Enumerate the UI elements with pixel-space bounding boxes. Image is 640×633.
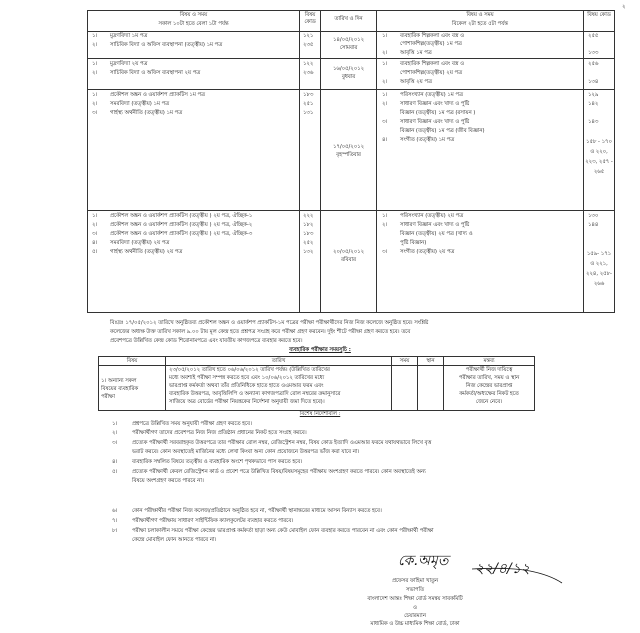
header-afternoon-time: বিকেল ২টা হতে ৫টা পর্যন্ত xyxy=(452,21,508,27)
instruction-item xyxy=(112,508,382,515)
subject-code: ১৫৮ - ১৭০ ও ২২০, ২২৩, ২৫৭ - ২৬৫ xyxy=(585,139,613,176)
item-number: ৪। xyxy=(382,137,388,143)
subject-name: পরিসংখ্যান (তত্ত্বীয়) ১ম পত্র xyxy=(400,92,463,98)
item-number: ২। xyxy=(382,50,388,56)
exam-day: রবিবার xyxy=(341,257,356,263)
subject-code: ১৮২ xyxy=(303,222,314,228)
instructions-title: বিশেষ নির্দেশাবলি : xyxy=(299,411,341,417)
practical-date-text: সাজিয়ে অত্র বোর্ডের পরীক্ষা নিয়ন্ত্রকের নির্দেশনা অনুযায়ী জমা দিতে হবে)। xyxy=(169,399,325,405)
instruction-text: কেন্দ্রে মোবাইল ফোন আনতে পারবে না। xyxy=(132,537,217,543)
practical-subject: পরীক্ষা xyxy=(101,394,115,400)
subject-name: সাধারণ বিজ্ঞান এবং খাদ্য ও পুষ্টি xyxy=(400,119,470,125)
practical-title: ব্যবহারিক পরীক্ষার সময়সূচি : xyxy=(289,347,351,353)
subject-code: ১৩২ xyxy=(303,249,314,255)
subject-code: ২৩৫ xyxy=(303,42,314,48)
subject-name: সাধারণ বিজ্ঞান এবং খাদ্য ও পুষ্টি xyxy=(400,101,470,107)
instruction-item xyxy=(112,528,434,535)
item-number: ৪। xyxy=(92,240,98,246)
subject-name: সাধারণ বিজ্ঞান এবং খাদ্য ও পুষ্টি xyxy=(400,222,470,228)
subject-name: প্রকৌশল অঙ্কন ও ওয়ার্কশপ প্র্যাকটিস (তত্ত্বীয় ) ২য় পত্র, ঐচ্ছিক-১ xyxy=(110,213,253,219)
subject-name: সমরবিদ্যা (তত্ত্বীয়) ২য় পত্র xyxy=(110,240,170,246)
subject-name-cont: বিজ্ঞান (তত্ত্বীয়) ২য় পত্র (খাদ্য ও xyxy=(400,231,473,237)
practical-remarks: কর্মকর্তা/অধ্যক্ষের নিকট হতে xyxy=(459,391,519,397)
instruction-text: বিষয়ে অংশগ্রহণ করতে পারবে না। xyxy=(132,478,204,484)
subject-name: মুদ্রণবিদ্যা ২য় পত্র xyxy=(110,61,148,67)
signatory-board: মাধ্যমিক ও উচ্চ মাধ্যমিক শিক্ষা বোর্ড, ঢাকা xyxy=(370,621,460,627)
header-time: সময় xyxy=(399,358,410,364)
signatory-title: সভাপতি xyxy=(405,587,425,593)
header-code-right: বিষয় কোড xyxy=(587,12,611,18)
instruction-text: পরীক্ষার্থীগণ পরীক্ষায় সাধারণ সাইন্টিফিক ক্যালকুলেটর ব্যবহার করতে পারবে। xyxy=(132,518,294,524)
exam-date: ১৪/০৫/২০১২ xyxy=(332,37,365,43)
subject-name: গার্হস্থ্য অর্থনীতি (তত্ত্বীয়) ১ম পত্র xyxy=(110,110,183,116)
item-number: ১। xyxy=(92,213,98,219)
header-remarks: মন্তব্য xyxy=(483,358,495,364)
subject-name-cont: পোশাকশিল্প(তত্ত্বীয়) ১ম পত্র xyxy=(400,41,462,47)
item-number: ৪। xyxy=(112,459,118,465)
item-number: ৬। xyxy=(112,508,118,514)
item-number: ৩। xyxy=(112,440,118,446)
instruction-item xyxy=(112,430,307,437)
instruction-item xyxy=(112,459,302,466)
subject-name: প্রকৌশল অঙ্কন ও ওয়ার্কশপ প্র্যাকটিস (তত্ত্বীয় ) ২য় পত্র, ঐচ্ছিক-২ xyxy=(110,222,253,228)
subject-code: ২২২ xyxy=(303,213,314,219)
item-number: ৩। xyxy=(382,249,388,255)
instruction-item xyxy=(112,421,252,428)
exam-day: সোমবার xyxy=(339,45,358,51)
item-number: ১। xyxy=(382,61,388,67)
practical-date-text: ভারপ্রাপ্ত কর্মকর্তা অথবা তাঁর প্রতিনিধিকে হাতে হাতে ওএমআর ফরম এবং xyxy=(169,383,324,389)
instruction-item xyxy=(112,440,431,447)
subject-code: ১৪৪ xyxy=(588,222,599,228)
subject-name: প্রকৌশল অঙ্কন ও ওয়ার্কশপ প্র্যাকটিস (তত্ত্বীয় ) ২য় পত্র, ঐচ্ছিক-৩ xyxy=(110,231,253,237)
subject-code: ২৫১ xyxy=(303,101,314,107)
practical-remarks: জেনে নেবে। xyxy=(475,399,503,405)
exam-date: ১৭/০৫/২০১২ xyxy=(332,144,365,150)
subject-name-cont: বিজ্ঞান (তত্ত্বীয়) ১ম পত্র (রসায়ন ) xyxy=(400,110,476,116)
subject-name-cont: পুষ্টি বিজ্ঞান) xyxy=(400,240,427,246)
subject-code: ২৫২ xyxy=(303,240,314,246)
subject-code: ১৩৪ xyxy=(588,79,599,85)
note-line: কলেজের অধ্যক্ষ উক্ত তারিখ সকাল ৯.০০ টায় মূল কেন্দ্র হতে প্রশ্নপত্র সংগ্রহ করে পরীক্ষা গ্রহণ করবেন। দুইং শীটে পরীক্ষা গ্রহণ করতে হবে। তবে xyxy=(110,329,411,335)
instruction-text: কোন পরীক্ষার্থীর পরীক্ষা নিজ কলেজ/প্রতিষ্ঠানে অনুষ্ঠিত হবে না, পরীক্ষার্থী স্থানান্তরের মাধ্যমে আসন বিন্যাস করতে হবে। xyxy=(132,508,382,514)
exam-date: ২০/০৫/২০১২ xyxy=(332,249,365,255)
item-number: ১। xyxy=(382,213,388,219)
item-number: ২। xyxy=(382,101,388,107)
subject-name: সংগীত (তত্ত্বীয়) ১ম পত্র xyxy=(400,137,455,143)
header-morning-time: সকাল ১০টা হতে বেলা ১টা পর্যন্ত xyxy=(158,21,229,27)
item-number: ২। xyxy=(382,79,388,85)
signatory-and: ও xyxy=(413,605,417,611)
header-morning-subject: বিষয় ও সময় xyxy=(179,12,208,18)
instruction-item xyxy=(112,469,426,476)
item-number: ১। xyxy=(92,92,98,98)
subject-name: আবৃত্তি ১ম পত্র xyxy=(400,50,432,56)
item-number: ৭। xyxy=(112,518,118,524)
subject-code: ১৮৩ xyxy=(303,231,314,237)
item-number: ৮। xyxy=(112,528,118,534)
instruction-text: ভরাট করবে। কোন অবস্থাতেই মার্জিনের মধ্যে লেখা কিংবা অন্য কোন প্রয়োজনে উত্তরপত্র ভাঁজ করা যাবে না। xyxy=(132,449,360,455)
header-subject: বিষয় xyxy=(126,358,138,364)
exam-date: ১৬/০৫/২০১২ xyxy=(332,66,365,72)
practical-remarks: পরীক্ষার তারিখ, সময় ও স্থান xyxy=(458,375,520,381)
signatory-name: প্রফেসর ফাহিমা খাতুন xyxy=(391,578,439,584)
subject-code: ২৩৬ xyxy=(303,70,314,76)
header-code-left: বিষয় কোড xyxy=(304,12,316,25)
practical-remarks: নিজ কেন্দ্রের ভারপ্রাপ্ত xyxy=(465,383,513,389)
item-number: ১। xyxy=(112,421,118,427)
item-number: ২। xyxy=(92,42,98,48)
header-place: স্থান xyxy=(426,358,435,364)
signature-scribble: কে.অমৃত xyxy=(398,553,449,569)
subject-code: ১৩৩ xyxy=(588,50,599,56)
instruction-text: ব্যবহারিক সম্বলিত বিষয়ে তত্ত্বীয় ও ব্যবহারিক অংশে পৃথকভাবে পাস করতে হবে। xyxy=(132,459,303,465)
subject-name: মুদ্রণবিদ্যা ১ম পত্র xyxy=(110,33,148,39)
subject-code: ১৮৩ xyxy=(303,92,314,98)
subject-code: ১৩০ xyxy=(588,213,599,219)
instruction-text: পরীক্ষার্থীগণ তাদের প্রবেশপত্র নিজ নিজ প্রতিষ্ঠান প্রধানের নিকট হতে সংগ্রহ করবে। xyxy=(132,430,307,436)
practical-date-text: মধ্যে অবশ্যই পরীক্ষা সম্পন্ন করতে হবে এবং ১০/০৬/২০১২ তারিখের মধ্যে xyxy=(169,375,325,381)
subject-name: পরিসংখ্যান (তত্ত্বীয়) ২য় পত্র xyxy=(400,213,464,219)
item-number: ১। xyxy=(92,33,98,39)
subject-code: ১২১ xyxy=(303,33,314,39)
item-number: ১। xyxy=(92,61,98,67)
instruction-text: প্রশ্নপত্রে উল্লিখিত সময় অনুযায়ী পরীক্ষা গ্রহণ করতে হবে। xyxy=(132,421,252,427)
item-number: ৫। xyxy=(92,249,98,255)
subject-name: সমরবিদ্যা (তত্ত্বীয়) ১ম পত্র xyxy=(110,101,170,107)
header-date-day: তারিখ ও দিন xyxy=(334,16,363,22)
item-number: ২। xyxy=(382,222,388,228)
instruction-item xyxy=(112,518,293,525)
subject-name: সংগীত (তত্ত্বীয়) ২য় পত্র xyxy=(400,249,455,255)
note-line: বিঃদ্রঃ ১৭/০৫/২০১২ তারিখে অনুষ্ঠিতব্য প্রকৌশল অঙ্কন ও ওয়ার্কশপ প্র্যাকটিস-১ম পত্রের পরীক্ষা পরীক্ষার্থীদের নিজ নিজ কলেজে অনুষ্ঠিত হবে। সংশ্লিষ্ট xyxy=(110,320,429,326)
practical-subject: ১। অন্যান্য সকল xyxy=(101,378,137,384)
subject-name-cont: বিজ্ঞান (তত্ত্বীয়) ১ম পত্র (জীব বিজ্ঞান) xyxy=(400,128,485,134)
item-number: ২। xyxy=(92,222,98,228)
subject-name: ব্যবহারিক শিল্পকলা এবং বস্ত্র ও xyxy=(400,33,464,39)
item-number: ১। xyxy=(382,92,388,98)
item-number: ৩। xyxy=(92,110,98,116)
signature-date: ২২/৪/১২ xyxy=(475,561,530,577)
item-number: ২। xyxy=(92,101,98,107)
note-line: প্রবেশপত্রে উল্লিখিত কেন্দ্র কোড শিরোনামপত্রে এবং যাবতীয় কাগজপত্রে ব্যবহার করতে হবে। xyxy=(110,338,303,344)
subject-name: ব্যবহারিক শিল্পকলা এবং বস্ত্র ও xyxy=(400,61,464,67)
subject-code: ১২২ xyxy=(303,61,314,67)
subject-code: ২৫৬ xyxy=(588,61,599,67)
subject-code: ১৩১ xyxy=(303,110,314,116)
item-number: ২। xyxy=(112,430,118,436)
item-number: ২। xyxy=(92,70,98,76)
signatory-chairman: চেয়ারম্যান xyxy=(404,613,426,619)
signatory-committee: বাংলাদেশ আন্তঃ শিক্ষা বোর্ড সমন্বয় সাবকমিটি xyxy=(367,596,463,602)
practical-remarks: পরীক্ষার্থী নিজ দায়িত্বে xyxy=(465,367,513,373)
exam-day: বুধবার xyxy=(341,74,356,80)
subject-name: গার্হস্থ্য অর্থনীতি (তত্ত্বীয়) ২য় পত্র xyxy=(110,249,183,255)
instruction-text: পরীক্ষা চলাকালীন সময়ে পরীক্ষা কেন্দ্রের ভারপ্রাপ্ত কর্মকর্তা ছাড়া অন্য কেউ মোবাইল ফোন ব্যবহার করতে পারবেন না এবং কোন পরীক্ষার্থী পরীক্ষা xyxy=(132,528,434,534)
item-number: ৩। xyxy=(92,231,98,237)
practical-date-text: ২৩/০৫/২০১২ তারিখ হতে ০৬/০৬/২০১২ তারিখ পর্যন্ত। (উল্লিখিত তারিখের xyxy=(169,367,330,373)
exam-day: বৃহস্পতিবার xyxy=(336,152,361,158)
item-number: ৫। xyxy=(112,469,118,475)
header-date: তারিখ xyxy=(271,358,286,364)
practical-subject: বিষয়ের ব্যবহারিক xyxy=(101,386,139,392)
page-number: ২ xyxy=(622,4,626,10)
item-number: ৩। xyxy=(382,119,388,125)
subject-code: ১২৯ xyxy=(588,92,599,98)
instruction-text: প্রত্যেক পরীক্ষার্থী সরবরাহকৃত উত্তরপত্রে তার পরীক্ষার রোল নম্বর, রেজিস্ট্রেশন নম্বর, বিষয় কোড ইত্যাদি ওএমআর ফরমে যথাযথভাবে লিখে বৃত্ত xyxy=(132,440,432,446)
subject-code: ১৫৯- ১৭১ ও ২২১, ২২৪, ২৫৮- ২৬৬ xyxy=(586,251,612,288)
instruction-text: প্রত্যেক পরীক্ষার্থী কেবল রেজিস্ট্রেশন কার্ড ও প্রবেশ পত্রে উল্লিখিত বিষয়/বিষয়সমূহের পরীক্ষায় অংশগ্রহণ করতে পারবে। কোন অবস্থাতেই অন্য xyxy=(132,469,426,475)
item-number: ১। xyxy=(382,33,388,39)
subject-code: ১৪৩ xyxy=(588,119,599,125)
header-afternoon-subject: বিষয় ও সময় xyxy=(466,12,494,18)
practical-date-text: ব্যবহারিক উত্তরপত্র, আবৃত্তিলিপি ও অন্যান্য কাগজপত্রাদি রোল নম্বরের ক্রমানুসারে xyxy=(169,391,341,397)
subject-name: সাচিবিক বিদ্যা ও অফিস ব্যবস্থাপনা (তত্ত্বীয়) ১ম পত্র xyxy=(110,42,223,48)
subject-name: প্রকৌশল অঙ্কন ও ওয়ার্কশপ প্র্যাকটিস ১ম পত্র xyxy=(110,92,205,98)
subject-code: ২৫৫ xyxy=(588,33,599,39)
subject-name: আবৃত্তি ২য় পত্র xyxy=(400,79,432,85)
subject-name: সাচিবিক বিদ্যা ও অফিস ব্যবস্থাপনা ২য় পত্র xyxy=(110,70,201,76)
subject-code: ১৪২ xyxy=(588,101,599,107)
subject-name-cont: পোশাকশিল্প(তত্ত্বীয়) ২য় পত্র xyxy=(400,70,462,76)
